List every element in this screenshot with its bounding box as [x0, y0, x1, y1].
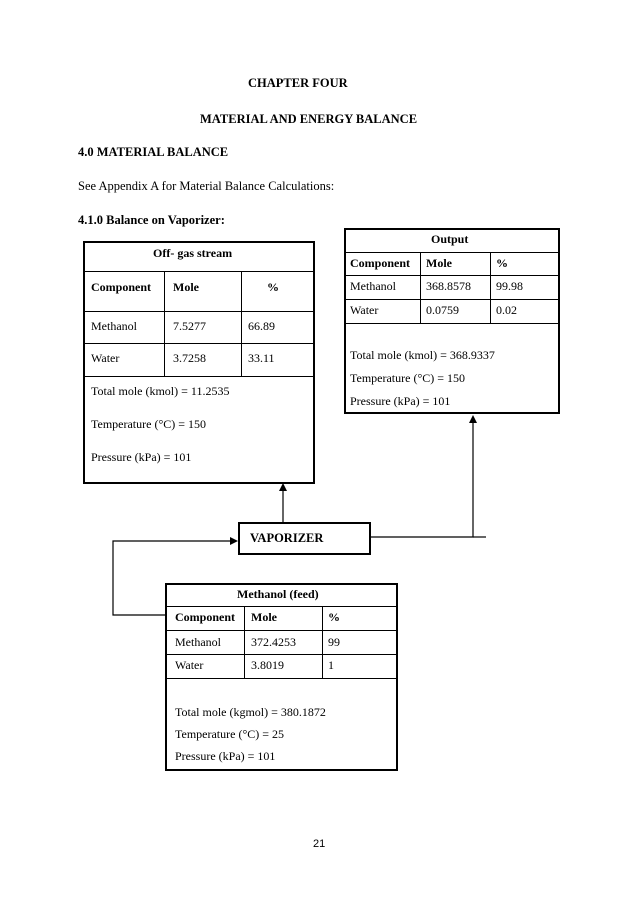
output-row-component: Methanol — [350, 279, 396, 293]
output-row-percent: 99.98 — [496, 279, 523, 293]
feed-row-mole: 372.4253 — [251, 635, 296, 649]
offgas-title: Off- gas stream — [153, 246, 233, 260]
offgas-header-component: Component — [91, 280, 152, 294]
output-pressure: Pressure (kPa) = 101 — [350, 394, 451, 408]
material-balance-heading: 4.0 MATERIAL BALANCE — [78, 145, 229, 159]
offgas-temperature: Temperature (°C) = 150 — [91, 417, 207, 431]
output-row-percent: 0.02 — [496, 303, 517, 317]
feed-total: Total mole (kgmol) = 380.1872 — [175, 705, 326, 719]
output-title: Output — [431, 232, 469, 246]
page-number: 21 — [313, 838, 326, 850]
feed-row-component: Methanol — [175, 635, 221, 649]
output-temperature: Temperature (°C) = 150 — [350, 371, 466, 385]
output-row-mole: 0.0759 — [426, 303, 459, 317]
feed-header-component: Component — [175, 610, 236, 624]
feed-row-percent: 1 — [328, 658, 334, 672]
offgas-row-percent: 33.11 — [248, 351, 275, 365]
feed-table — [165, 583, 398, 771]
section-heading: MATERIAL AND ENERGY BALANCE — [200, 112, 418, 126]
intro-text: See Appendix A for Material Balance Calculations: — [78, 179, 335, 193]
feed-title: Methanol (feed) — [237, 587, 319, 601]
offgas-row-component: Water — [91, 351, 120, 365]
output-row-mole: 368.8578 — [426, 279, 471, 293]
offgas-row-mole: 7.5277 — [173, 319, 206, 333]
output-row-component: Water — [350, 303, 379, 317]
offgas-row-component: Methanol — [91, 319, 137, 333]
output-table — [344, 228, 560, 414]
feed-row-component: Water — [175, 658, 204, 672]
offgas-row-percent: 66.89 — [248, 319, 275, 333]
output-total: Total mole (kmol) = 368.9337 — [350, 348, 495, 362]
feed-header-percent: % — [328, 610, 340, 624]
offgas-pressure: Pressure (kPa) = 101 — [91, 450, 192, 464]
offgas-header-percent: % — [267, 280, 279, 294]
offgas-row-mole: 3.7258 — [173, 351, 206, 365]
chapter-title: CHAPTER FOUR — [248, 76, 348, 90]
feed-row-mole: 3.8019 — [251, 658, 284, 672]
vaporizer-label: VAPORIZER — [250, 531, 324, 545]
output-header-mole: Mole — [426, 256, 452, 270]
feed-row-percent: 99 — [328, 635, 340, 649]
vaporizer-box — [238, 522, 371, 555]
feed-header-mole: Mole — [251, 610, 277, 624]
offgas-header-mole: Mole — [173, 280, 199, 294]
offgas-table — [83, 241, 315, 484]
output-arrow — [371, 419, 473, 537]
feed-pressure: Pressure (kPa) = 101 — [175, 749, 276, 763]
offgas-total: Total mole (kmol) = 11.2535 — [91, 384, 230, 398]
output-header-percent: % — [496, 256, 508, 270]
feed-temperature: Temperature (°C) = 25 — [175, 727, 285, 741]
vaporizer-balance-heading: 4.1.0 Balance on Vaporizer: — [78, 213, 225, 227]
output-header-component: Component — [350, 256, 411, 270]
